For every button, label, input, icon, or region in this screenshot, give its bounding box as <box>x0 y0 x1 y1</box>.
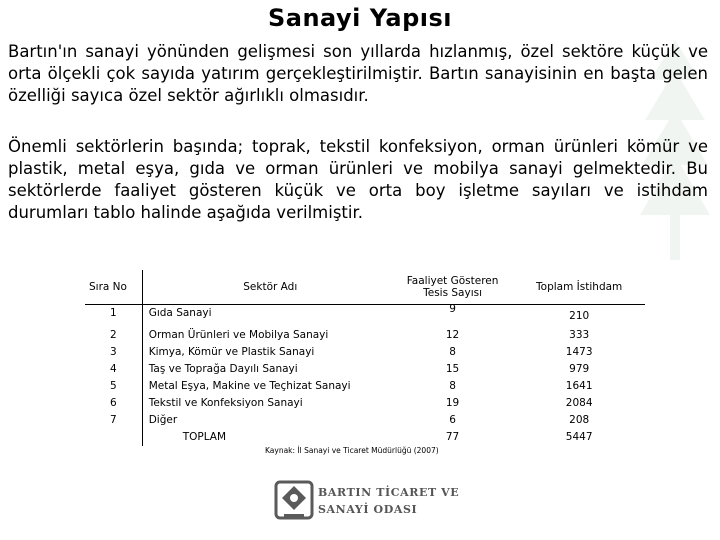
total-employment: 5447 <box>565 431 593 443</box>
row-facilities: 8 <box>449 346 456 358</box>
header-employment: Toplam İstihdam <box>536 281 623 293</box>
row-employment: 210 <box>513 305 645 328</box>
table-row <box>85 395 645 412</box>
header-no: Sıra No <box>85 270 142 305</box>
row-no: 1 <box>85 305 142 328</box>
row-no: 4 <box>85 361 142 378</box>
row-facilities: 15 <box>445 363 460 375</box>
row-employment: 1641 <box>565 380 593 392</box>
row-no: 2 <box>85 327 142 344</box>
row-employment: 1473 <box>565 346 593 358</box>
table-total-row <box>85 429 645 446</box>
total-facilities: 77 <box>445 431 460 443</box>
row-sector: Kimya, Kömür ve Plastik Sanayi <box>148 346 315 358</box>
industry-table <box>85 270 645 446</box>
row-no: 7 <box>85 412 142 429</box>
table-row <box>85 378 645 395</box>
row-no: 3 <box>85 344 142 361</box>
row-no: 5 <box>85 378 142 395</box>
table-source: Kaynak: İl Sanayi ve Ticaret Müdürlüğü (2007) <box>265 446 439 455</box>
row-employment: 333 <box>569 329 590 341</box>
header-facilities-line1: Faaliyet Gösteren <box>406 275 499 287</box>
row-employment: 979 <box>569 363 590 375</box>
row-sector: Metal Eşya, Makine ve Teçhizat Sanayi <box>148 380 351 392</box>
row-employment: 2084 <box>565 397 593 409</box>
total-no <box>85 429 142 446</box>
row-facilities: 12 <box>445 329 460 341</box>
header-facilities-line2: Tesis Sayısı <box>423 287 483 299</box>
row-sector: Taş ve Toprağa Dayılı Sanayi <box>148 363 298 375</box>
chamber-name-line1: BARTIN TİCARET VE <box>318 486 460 499</box>
total-label: TOPLAM <box>182 431 227 443</box>
row-no: 6 <box>85 395 142 412</box>
row-facilities: 6 <box>449 414 456 426</box>
table-row <box>85 361 645 378</box>
row-sector: Diğer <box>148 414 178 426</box>
header-sector: Sektör Adı <box>243 281 298 293</box>
row-facilities: 19 <box>445 397 460 409</box>
table-row <box>85 344 645 361</box>
row-sector: Tekstil ve Konfeksiyon Sanayi <box>148 397 303 409</box>
table-row <box>85 305 645 328</box>
header-facilities <box>392 270 514 305</box>
row-facilities: 9 <box>392 305 514 328</box>
table-row <box>85 327 645 344</box>
chamber-name <box>318 484 459 518</box>
row-facilities: 8 <box>449 380 456 392</box>
page-title: Sanayi Yapısı <box>267 4 453 32</box>
row-sector: Orman Ürünleri ve Mobilya Sanayi <box>148 329 329 341</box>
table-row <box>85 412 645 429</box>
table-header-row <box>85 270 645 305</box>
chamber-name-line2: SANAYİ ODASI <box>318 503 418 516</box>
intro-paragraph: Bartın'ın sanayi yönünden gelişmesi son yıllarda hızlanmış, özel sektöre küçük ve orta ölçekli çok sayıda yatırım gerçekleştirilmiştir. Bartın sanayisinin en başta gelen özelliği sayıca özel sektör ağırlıklı olmasıdır. <box>8 42 708 105</box>
row-employment: 208 <box>569 414 590 426</box>
sectors-paragraph: Önemli sektörlerin başında; toprak, tekstil konfeksiyon, orman ürünleri kömür ve plastik, metal eşya, gıda ve orman ürünleri ve mobilya sanayi gelmektedir. Bu sektörlerde faaliyet gösteren küçük ve orta boy işletme sayıları ve istihdam durumları tablo halinde aşağıda verilmiştir. <box>8 137 708 222</box>
row-sector: Gıda Sanayi <box>142 305 392 328</box>
